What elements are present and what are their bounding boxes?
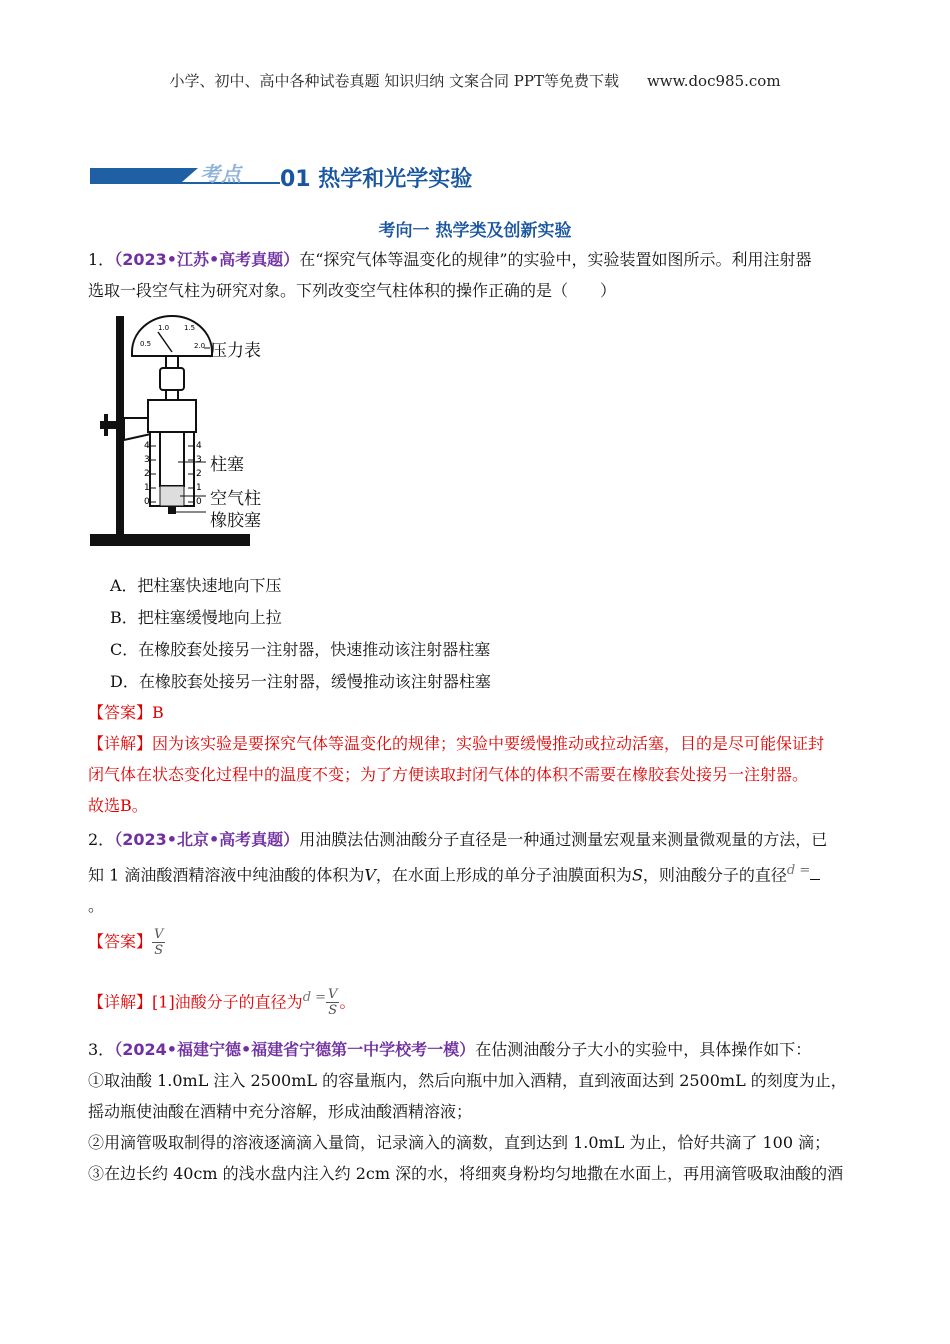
label-pressure-gauge: 压力表 <box>210 341 261 361</box>
section-title: 01 热学和光学实验 <box>280 167 473 192</box>
label-plunger: 柱塞 <box>210 455 244 475</box>
question-3 <box>88 1034 863 1189</box>
q2-detail-denominator: S <box>328 1003 338 1019</box>
q3-step1-line1: ①取油酸 1.0mL 注入 2500mL 的容量瓶内，然后向瓶中加入酒精，直到液面达到 2500mL 的刻度为止， <box>88 1071 847 1090</box>
stand-pole <box>116 316 124 536</box>
banner-triangle <box>182 168 198 182</box>
section-banner <box>90 158 610 192</box>
gauge-tick-1.0: 1.0 <box>158 324 170 332</box>
stand-base <box>90 534 250 546</box>
q3-source: （2024•福建宁德•福建省宁德第一中学校考一模） <box>114 1040 476 1059</box>
scale-left-0: 0 <box>144 497 150 507</box>
header-url: www.doc985.com <box>646 72 781 90</box>
q2-number: 2． <box>88 830 115 849</box>
scale-left-4: 4 <box>144 441 150 451</box>
page-header <box>0 70 950 91</box>
scale-left-3: 3 <box>144 455 150 465</box>
q3-step1-line2: 摇动瓶使油酸在酒精中充分溶解，形成油酸酒精溶液； <box>88 1102 473 1121</box>
q1-option-b: B．把柱塞缓慢地向上拉 <box>110 608 282 627</box>
q1-answer-label: 【答案】 <box>88 703 153 722</box>
q1-answer: B <box>152 703 164 722</box>
q2-text-2a: 知 1 滴油酸酒精溶液中纯油酸的体积为 <box>88 865 365 885</box>
q3-step2: ②用滴管吸取制得的溶液逐滴滴入量筒，记录滴入的滴数，直到达到 1.0mL 为止，恰好共滴了 100 滴； <box>88 1133 831 1152</box>
q2-text-line3: 。 <box>88 896 105 916</box>
q2-answer-block <box>88 926 863 958</box>
q3-number: 3． <box>88 1040 115 1059</box>
gauge-tick-2.0: 2.0 <box>194 342 206 350</box>
header-left-text: 小学、初中、高中各种试卷真题 知识归纳 文案合同 PPT等免费下载 <box>169 72 619 90</box>
q2-symbol-s: S <box>631 865 643 885</box>
q3-text-line1: 在估测油酸分子大小的实验中，具体操作如下： <box>475 1040 812 1059</box>
q2-detail-numerator: V <box>328 987 338 1003</box>
scale-left-1: 1 <box>144 483 150 493</box>
subsection-title: 考向一 热学类及创新实验 <box>378 221 572 241</box>
q2-d-equals: d = <box>786 863 811 878</box>
q1-text-line2: 选取一段空气柱为研究对象。下列改变空气柱体积的操作正确的是（ ） <box>88 281 617 300</box>
q2-text-line1: 用油膜法估测油酸分子直径是一种通过测量宏观量来测量微观量的方法，已 <box>299 830 828 849</box>
q1-number: 1． <box>88 250 115 269</box>
q1-detail-line3: 故选B。 <box>88 796 148 815</box>
q2-detail-fraction <box>326 987 339 1018</box>
scale-left-2: 2 <box>144 469 150 479</box>
q2-detail-block <box>88 982 863 1018</box>
gauge-face <box>132 316 212 356</box>
q1-option-d: D．在橡胶套处接另一注射器，缓慢推动该注射器柱塞 <box>110 672 491 691</box>
q2-answer-numerator: V <box>154 927 164 942</box>
q1-text-line1: 在“探究气体等温变化的规律”的实验中，实验装置如图所示。利用注射器 <box>299 250 812 269</box>
scale-right-4: 4 <box>196 441 202 451</box>
scale-right-0: 0 <box>196 497 202 507</box>
apparatus-figure <box>88 314 288 554</box>
q2-symbol-v: V <box>364 865 376 885</box>
banner-bar <box>90 168 182 182</box>
scale-right-2: 2 <box>196 469 202 479</box>
gauge-tick-1.5: 1.5 <box>184 324 196 332</box>
q2-detail-end: 。 <box>339 992 356 1012</box>
q1-detail-line2: 闭气体在状态变化过程中的温度不变；为了方便读取封闭气体的体积不需要在橡胶套处接另一注射器。 <box>88 765 809 784</box>
q2-answer-fraction <box>152 927 165 958</box>
label-air-column: 空气柱 <box>210 489 261 509</box>
banner-underline <box>90 182 280 184</box>
banner-kaodian: 考点 <box>200 162 242 186</box>
q2-text-2c: ，则油酸分子的直径 <box>642 865 787 885</box>
q2-source: （2023•北京•高考真题） <box>114 830 300 849</box>
question-2 <box>88 824 863 921</box>
q2-answer-label: 【答案】 <box>88 932 153 951</box>
q2-detail-text: [1]油酸分子的直径为 <box>152 992 303 1012</box>
q2-detail-label: 【详解】 <box>88 992 153 1012</box>
q2-answer-denominator: S <box>154 943 164 958</box>
q2-blank <box>810 879 820 880</box>
q1-detail-line1: 因为该实验是要探究气体等温变化的规律；实验中要缓慢推动或拉动活塞，目的是尽可能保证封 <box>152 734 825 753</box>
q1-source: （2023•江苏•高考真题） <box>114 250 300 269</box>
q2-detail-d-equals: d = <box>302 990 327 1005</box>
q1-option-c: C．在橡胶套处接另一注射器，快速推动该注射器柱塞 <box>110 640 491 659</box>
gauge-tick-0.5: 0.5 <box>140 340 152 348</box>
question-1 <box>88 244 863 306</box>
label-rubber-plug: 橡胶塞 <box>210 511 261 531</box>
scale-right-1: 1 <box>196 483 202 493</box>
q2-text-2b: ，在水面上形成的单分子油膜面积为 <box>375 865 632 885</box>
q1-detail-label: 【详解】 <box>88 734 153 753</box>
q1-answer-block <box>88 697 863 821</box>
scale-right-3: 3 <box>196 455 202 465</box>
q3-step3: ③在边长约 40cm 的浅水盘内注入约 2cm 深的水，将细爽身粉均匀地撒在水面上，再用滴管吸取油酸的酒 <box>88 1164 844 1183</box>
rubber-plug <box>168 506 176 514</box>
q1-option-a: A．把柱塞快速地向下压 <box>110 576 282 595</box>
plunger <box>160 432 184 486</box>
gauge-connector <box>160 368 184 390</box>
